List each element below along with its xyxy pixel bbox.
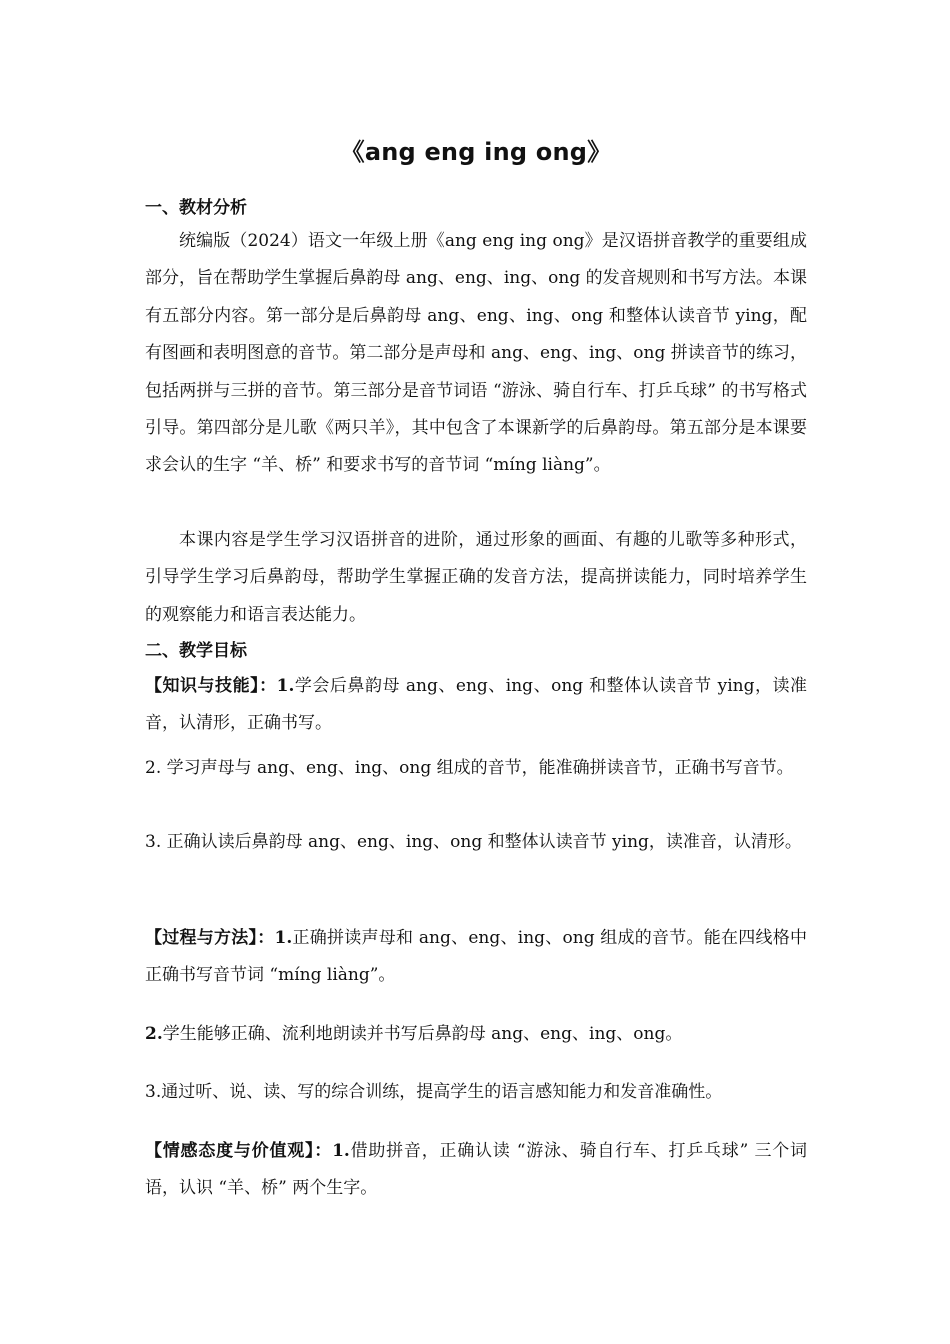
emotion-values-item-1 [145,1133,807,1208]
item-number: 1. [276,676,295,696]
section-heading-analysis: 一、教材分析 [145,198,247,218]
item-text: 正确拼读声母和 ang、eng、ing、ong 组成的音节。能在四线格中正确书写音节词 “míng liàng”。 [145,928,807,986]
knowledge-skills-label: 【知识与技能】： [145,676,277,696]
process-method-item-2 [145,1016,807,1053]
item-number: 1. [332,1141,350,1161]
knowledge-skills-item-3: 3. 正确认读后鼻韵母 ang、eng、ing、ong 和整体认读音节 ying，读准音，认清形。 [145,832,802,852]
analysis-paragraph-2: 本课内容是学生学习汉语拼音的进阶，通过形象的画面、有趣的儿歌等多种形式，引导学生学习后鼻韵母，帮助学生掌握正确的发音方法，提高拼读能力，同时培养学生的观察能力和语言表达能力。 [145,530,807,625]
item-text: 借助拼音，正确认读 “游泳、骑自行车、打乒乓球” 三个词语，认识 “羊、桥” 两个生字。 [145,1141,807,1199]
item-number: 2. [145,1024,163,1044]
item-text: 学会后鼻韵母 ang、eng、ing、ong 和整体认读音节 ying，读准音，认清形，正确书写。 [145,676,808,734]
item-text: 学生能够正确、流利地朗读并书写后鼻韵母 ang、eng、ing、ong。 [162,1024,683,1044]
analysis-paragraph-1: 统编版（2024）语文一年级上册《ang eng ing ong》是汉语拼音教学的重要组成部分，旨在帮助学生掌握后鼻韵母 ang、eng、ing、ong 的发音规则和书写方法。本课有五部分内容。第一部分是后鼻韵母 ang、eng、ing、ong 和整体认读音节 ying，配有图画和表明图意的音节。第二部分是声母和 ang、eng、ing、ong 拼读音节的练习，包括两拼与三拼的音节。第三部分是音节词语 “游泳、骑自行车、打乒乓球” 的书写格式引导。第四部分是儿歌《两只羊》，其中包含了本课新学的后鼻韵母。第五部分是本课要求会认的生字 “羊、桥” 和要求书写的音节词 “míng liàng”。 [145,231,807,476]
process-method-item-3: 3.通过听、说、读、写的综合训练，提高学生的语言感知能力和发音准确性。 [145,1082,723,1102]
process-method-label: 【过程与方法】： [145,928,275,948]
knowledge-skills-item-2: 2. 学习声母与 ang、eng、ing、ong 组成的音节，能准确拼读音节，正确书写音节。 [145,758,794,778]
document-title: 《ang eng ing ong》 [340,138,612,166]
process-method-item-1 [145,920,807,995]
emotion-values-label: 【情感态度与价值观】： [145,1141,333,1161]
knowledge-skills-item-1 [145,668,807,743]
section-heading-objectives: 二、教学目标 [145,641,247,661]
item-number: 1. [274,928,293,948]
